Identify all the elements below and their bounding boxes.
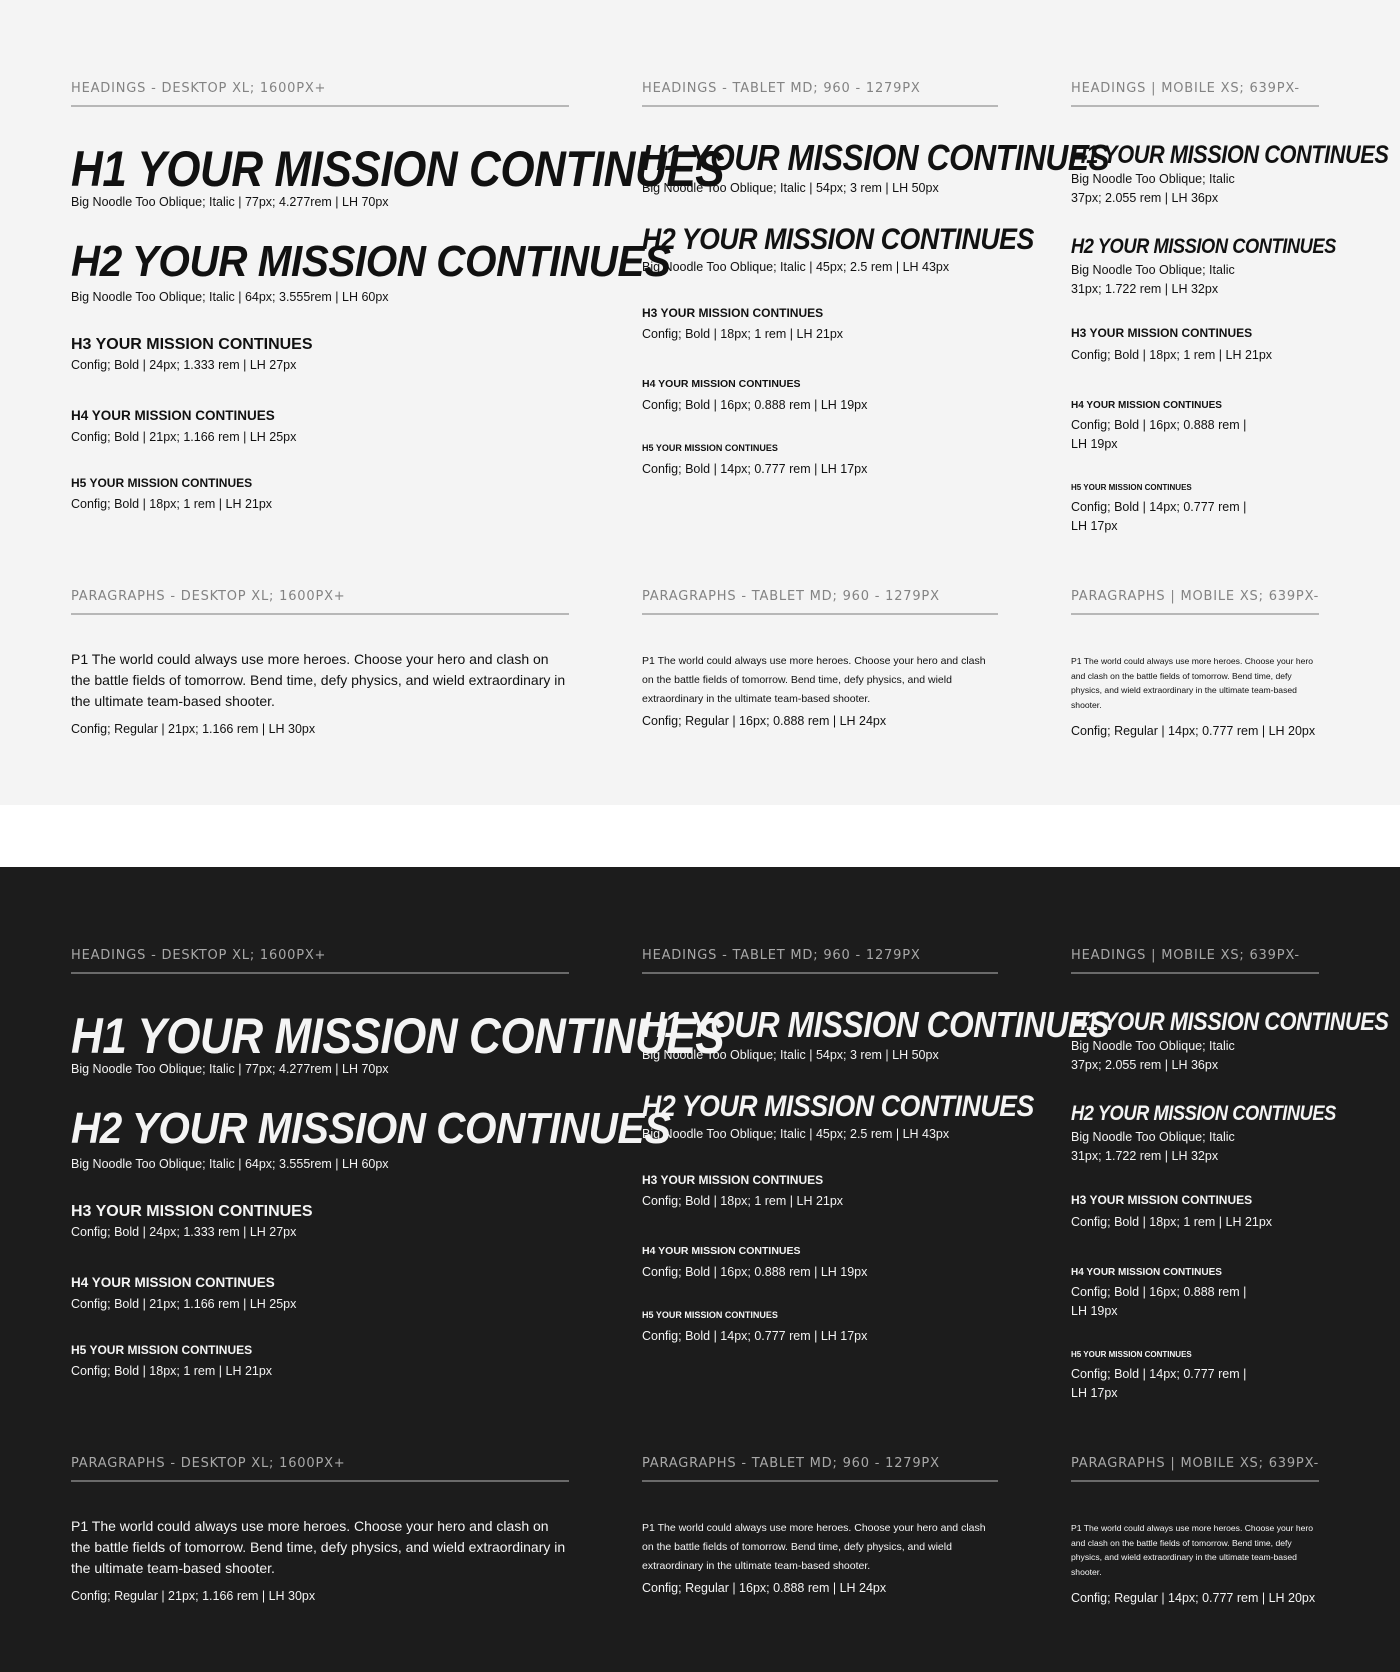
- divider: [71, 972, 569, 974]
- tablet-h3-spec: Config; Bold | 18px; 1 rem | LH 21px: [642, 1194, 844, 1208]
- mobile-h5-spec-line2: LH 17px: [1071, 1386, 1118, 1400]
- desktop-h5-spec: Config; Bold | 18px; 1 rem | LH 21px: [71, 1364, 273, 1378]
- dark-theme-panel: [0, 867, 1400, 1672]
- desktop-h3-sample: H3 YOUR MISSION CONTINUES: [71, 1203, 313, 1220]
- divider: [1071, 1480, 1319, 1482]
- desktop-h2-sample: H2 YOUR MISSION CONTINUES: [71, 1104, 671, 1153]
- mobile-h2-spec-line2: 31px; 1.722 rem | LH 32px: [1071, 282, 1219, 296]
- divider: [642, 105, 998, 107]
- tablet-h4-sample: H4 YOUR MISSION CONTINUES: [642, 1245, 801, 1257]
- tablet-h5-spec: Config; Bold | 14px; 0.777 rem | LH 17px: [642, 462, 868, 476]
- tablet-paragraph-spec: Config; Regular | 16px; 0.888 rem | LH 24px: [642, 714, 887, 728]
- tablet-h5-spec: Config; Bold | 14px; 0.777 rem | LH 17px: [642, 1329, 868, 1343]
- desktop-column: [71, 867, 725, 1672]
- divider: [642, 1480, 998, 1482]
- mobile-h2-spec-line1: Big Noodle Too Oblique; Italic: [1071, 263, 1235, 277]
- desktop-paragraph-spec: Config; Regular | 21px; 1.166 rem | LH 30px: [71, 722, 316, 736]
- tablet-column: [642, 867, 1110, 1672]
- mobile-h2-sample: H2 YOUR MISSION CONTINUES: [1071, 235, 1336, 258]
- light-theme-panel: [0, 0, 1400, 805]
- mobile-h3-spec: Config; Bold | 18px; 1 rem | LH 21px: [1071, 1215, 1273, 1229]
- tablet-h1-spec: Big Noodle Too Oblique; Italic | 54px; 3 rem | LH 50px: [642, 181, 939, 195]
- tablet-paragraph-sample: P1 The world could always use more heroes. Choose your hero and clash on the battle fields of tomorrow. Bend time, defy physics, and wield extraordinary in the ultimate team-based shooter.: [642, 655, 986, 705]
- desktop-h4-sample: H4 YOUR MISSION CONTINUES: [71, 408, 275, 423]
- paragraphs-mobile-label: PARAGRAPHS | MOBILE XS; 639PX-: [1071, 1456, 1320, 1471]
- headings-mobile-label: HEADINGS | MOBILE XS; 639PX-: [1071, 81, 1300, 96]
- tablet-h2-spec: Big Noodle Too Oblique; Italic | 45px; 2.5 rem | LH 43px: [642, 1127, 950, 1141]
- divider: [71, 105, 569, 107]
- paragraphs-mobile-label: PARAGRAPHS | MOBILE XS; 639PX-: [1071, 589, 1320, 604]
- tablet-h2-spec: Big Noodle Too Oblique; Italic | 45px; 2.5 rem | LH 43px: [642, 260, 950, 274]
- desktop-h1-spec: Big Noodle Too Oblique; Italic | 77px; 4.277rem | LH 70px: [71, 1062, 389, 1076]
- mobile-h4-spec-line2: LH 19px: [1071, 437, 1118, 451]
- mobile-h4-sample: H4 YOUR MISSION CONTINUES: [1071, 400, 1222, 411]
- desktop-h5-spec: Config; Bold | 18px; 1 rem | LH 21px: [71, 497, 273, 511]
- mobile-paragraph-spec: Config; Regular | 14px; 0.777 rem | LH 20px: [1071, 724, 1316, 738]
- tablet-h2-sample: H2 YOUR MISSION CONTINUES: [642, 1090, 1034, 1123]
- mobile-paragraph-sample: P1 The world could always use more heroes. Choose your hero and clash on the battle fields of tomorrow. Bend time, defy physics, and wield extraordinary in the ultimate team-based shooter.: [1071, 1523, 1314, 1577]
- divider: [1071, 972, 1319, 974]
- paragraphs-tablet-label: PARAGRAPHS - TABLET MD; 960 - 1279PX: [642, 1456, 940, 1471]
- divider: [1071, 105, 1319, 107]
- headings-tablet-label: HEADINGS - TABLET MD; 960 - 1279PX: [642, 81, 921, 96]
- desktop-h2-spec: Big Noodle Too Oblique; Italic | 64px; 3.555rem | LH 60px: [71, 1157, 389, 1171]
- desktop-paragraph-spec: Config; Regular | 21px; 1.166 rem | LH 30px: [71, 1589, 316, 1603]
- mobile-h5-sample: H5 YOUR MISSION CONTINUES: [1071, 1350, 1192, 1359]
- tablet-h1-sample: H1 YOUR MISSION CONTINUES: [642, 137, 1110, 178]
- paragraphs-desktop-label: PARAGRAPHS - DESKTOP XL; 1600PX+: [71, 1456, 346, 1471]
- tablet-h3-spec: Config; Bold | 18px; 1 rem | LH 21px: [642, 327, 844, 341]
- mobile-h1-spec-line1: Big Noodle Too Oblique; Italic: [1071, 172, 1235, 186]
- headings-desktop-label: HEADINGS - DESKTOP XL; 1600PX+: [71, 948, 327, 963]
- mobile-h5-spec-line1: Config; Bold | 14px; 0.777 rem |: [1071, 500, 1247, 514]
- tablet-h1-sample: H1 YOUR MISSION CONTINUES: [642, 1004, 1110, 1045]
- mobile-h4-spec-line1: Config; Bold | 16px; 0.888 rem |: [1071, 418, 1247, 432]
- paragraphs-desktop-label: PARAGRAPHS - DESKTOP XL; 1600PX+: [71, 589, 346, 604]
- mobile-h1-spec-line1: Big Noodle Too Oblique; Italic: [1071, 1039, 1235, 1053]
- mobile-h5-sample: H5 YOUR MISSION CONTINUES: [1071, 483, 1192, 492]
- tablet-h4-spec: Config; Bold | 16px; 0.888 rem | LH 19px: [642, 398, 868, 412]
- divider: [71, 613, 569, 615]
- desktop-h3-spec: Config; Bold | 24px; 1.333 rem | LH 27px: [71, 1225, 297, 1239]
- divider: [71, 1480, 569, 1482]
- desktop-h4-sample: H4 YOUR MISSION CONTINUES: [71, 1275, 275, 1290]
- mobile-h5-spec-line1: Config; Bold | 14px; 0.777 rem |: [1071, 1367, 1247, 1381]
- desktop-h5-sample: H5 YOUR MISSION CONTINUES: [71, 1343, 253, 1357]
- desktop-h1-spec: Big Noodle Too Oblique; Italic | 77px; 4.277rem | LH 70px: [71, 195, 389, 209]
- mobile-h4-spec-line1: Config; Bold | 16px; 0.888 rem |: [1071, 1285, 1247, 1299]
- panel-separator: [0, 805, 1400, 867]
- tablet-h4-sample: H4 YOUR MISSION CONTINUES: [642, 378, 801, 390]
- desktop-h3-sample: H3 YOUR MISSION CONTINUES: [71, 336, 313, 353]
- paragraphs-tablet-label: PARAGRAPHS - TABLET MD; 960 - 1279PX: [642, 589, 940, 604]
- mobile-h1-spec-line2: 37px; 2.055 rem | LH 36px: [1071, 1058, 1219, 1072]
- tablet-h5-sample: H5 YOUR MISSION CONTINUES: [642, 1310, 778, 1320]
- tablet-h2-sample: H2 YOUR MISSION CONTINUES: [642, 223, 1034, 256]
- mobile-h3-sample: H3 YOUR MISSION CONTINUES: [1071, 1193, 1253, 1207]
- desktop-h2-sample: H2 YOUR MISSION CONTINUES: [71, 237, 671, 286]
- tablet-h5-sample: H5 YOUR MISSION CONTINUES: [642, 443, 778, 453]
- headings-mobile-label: HEADINGS | MOBILE XS; 639PX-: [1071, 948, 1300, 963]
- mobile-h1-spec-line2: 37px; 2.055 rem | LH 36px: [1071, 191, 1219, 205]
- tablet-paragraph-sample: P1 The world could always use more heroes. Choose your hero and clash on the battle fields of tomorrow. Bend time, defy physics, and wield extraordinary in the ultimate team-based shooter.: [642, 1522, 986, 1572]
- desktop-h4-spec: Config; Bold | 21px; 1.166 rem | LH 25px: [71, 430, 297, 444]
- mobile-h2-sample: H2 YOUR MISSION CONTINUES: [1071, 1102, 1336, 1125]
- desktop-h5-sample: H5 YOUR MISSION CONTINUES: [71, 476, 253, 490]
- desktop-column: [71, 0, 725, 805]
- mobile-paragraph-spec: Config; Regular | 14px; 0.777 rem | LH 20px: [1071, 1591, 1316, 1605]
- desktop-h1-sample: H1 YOUR MISSION CONTINUES: [71, 141, 725, 197]
- mobile-h2-spec-line2: 31px; 1.722 rem | LH 32px: [1071, 1149, 1219, 1163]
- mobile-paragraph-sample: P1 The world could always use more heroes. Choose your hero and clash on the battle fields of tomorrow. Bend time, defy physics, and wield extraordinary in the ultimate team-based shooter.: [1071, 656, 1314, 710]
- tablet-column: [642, 0, 1110, 805]
- tablet-paragraph-spec: Config; Regular | 16px; 0.888 rem | LH 24px: [642, 1581, 887, 1595]
- mobile-column: [1071, 867, 1389, 1672]
- headings-tablet-label: HEADINGS - TABLET MD; 960 - 1279PX: [642, 948, 921, 963]
- tablet-h3-sample: H3 YOUR MISSION CONTINUES: [642, 1173, 824, 1187]
- desktop-h1-sample: H1 YOUR MISSION CONTINUES: [71, 1008, 725, 1064]
- mobile-h1-sample: H1 YOUR MISSION CONTINUES: [1071, 1008, 1389, 1036]
- desktop-h3-spec: Config; Bold | 24px; 1.333 rem | LH 27px: [71, 358, 297, 372]
- tablet-h3-sample: H3 YOUR MISSION CONTINUES: [642, 306, 824, 320]
- desktop-h2-spec: Big Noodle Too Oblique; Italic | 64px; 3.555rem | LH 60px: [71, 290, 389, 304]
- mobile-h4-spec-line2: LH 19px: [1071, 1304, 1118, 1318]
- tablet-h4-spec: Config; Bold | 16px; 0.888 rem | LH 19px: [642, 1265, 868, 1279]
- divider: [642, 972, 998, 974]
- mobile-h5-spec-line2: LH 17px: [1071, 519, 1118, 533]
- desktop-paragraph-sample: P1 The world could always use more heroes. Choose your hero and clash on the battle fields of tomorrow. Bend time, defy physics, and wield extraordinary in the ultimate team-based shooter.: [71, 651, 566, 709]
- desktop-paragraph-sample: P1 The world could always use more heroes. Choose your hero and clash on the battle fields of tomorrow. Bend time, defy physics, and wield extraordinary in the ultimate team-based shooter.: [71, 1518, 566, 1576]
- tablet-h1-spec: Big Noodle Too Oblique; Italic | 54px; 3 rem | LH 50px: [642, 1048, 939, 1062]
- mobile-h1-sample: H1 YOUR MISSION CONTINUES: [1071, 141, 1389, 169]
- mobile-h3-spec: Config; Bold | 18px; 1 rem | LH 21px: [1071, 348, 1273, 362]
- mobile-column: [1071, 0, 1389, 805]
- divider: [642, 613, 998, 615]
- mobile-h3-sample: H3 YOUR MISSION CONTINUES: [1071, 326, 1253, 340]
- desktop-h4-spec: Config; Bold | 21px; 1.166 rem | LH 25px: [71, 1297, 297, 1311]
- mobile-h4-sample: H4 YOUR MISSION CONTINUES: [1071, 1267, 1222, 1278]
- divider: [1071, 613, 1319, 615]
- headings-desktop-label: HEADINGS - DESKTOP XL; 1600PX+: [71, 81, 327, 96]
- mobile-h2-spec-line1: Big Noodle Too Oblique; Italic: [1071, 1130, 1235, 1144]
